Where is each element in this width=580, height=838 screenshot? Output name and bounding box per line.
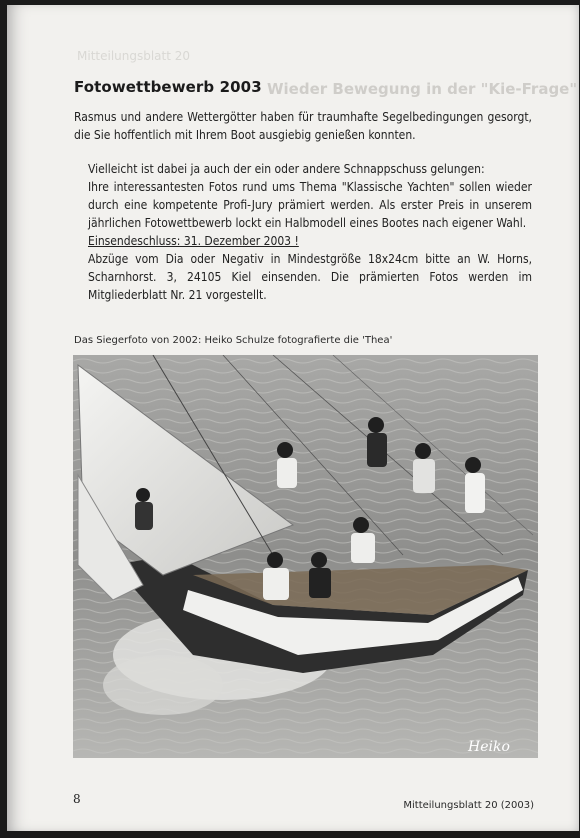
footer-publication: Mitteilungsblatt 20 (2003)	[403, 800, 534, 811]
paragraph-jury: Ihre interessantesten Fotos rund ums Thema "Klassische Yachten" sollen wieder durch eine kompetente Profi-Jury prämiert werden. Als erster Preis in unserem jährlichen Fotowettbewerb lockt ein Halbmodell eines Bootes nach eigener Wahl.	[88, 180, 532, 230]
paragraph-snapshot: Vielleicht ist dabei ja auch der ein oder andere Schnappschuss gelungen:	[88, 162, 485, 176]
page-number: 8	[73, 792, 81, 806]
show-through-text: Wieder Bewegung in der "Kie-Frage"	[267, 80, 578, 98]
photo-signature: Heiko	[468, 739, 510, 755]
document-page	[7, 5, 579, 831]
photo-caption: Das Siegerfoto von 2002: Heiko Schulze fotografierte die 'Thea'	[74, 335, 393, 346]
show-through-text: Mitteilungsblatt 20	[77, 49, 191, 63]
yacht-photo-illustration	[73, 355, 538, 758]
deadline-line	[74, 232, 532, 250]
paragraph-body	[74, 160, 532, 304]
deadline-text: Einsendeschluss: 31. Dezember 2003 !	[88, 234, 299, 248]
paragraph-intro: Rasmus und andere Wettergötter haben für traumhafte Segelbedingungen gesorgt, die Sie hoffentlich mit Ihrem Boot ausgiebig genießen konnten.	[74, 110, 532, 142]
sailing-yacht-photo	[73, 355, 538, 758]
article-heading: Fotowettbewerb 2003	[74, 78, 262, 96]
paragraph-submission: Abzüge vom Dia oder Negativ in Mindestgröße 18x24cm bitte an W. Horns, Scharnhorst. 3, 24105 Kiel einsenden. Die prämierten Fotos werden im Mitgliederblatt Nr. 21 vorgestellt.	[88, 252, 532, 302]
